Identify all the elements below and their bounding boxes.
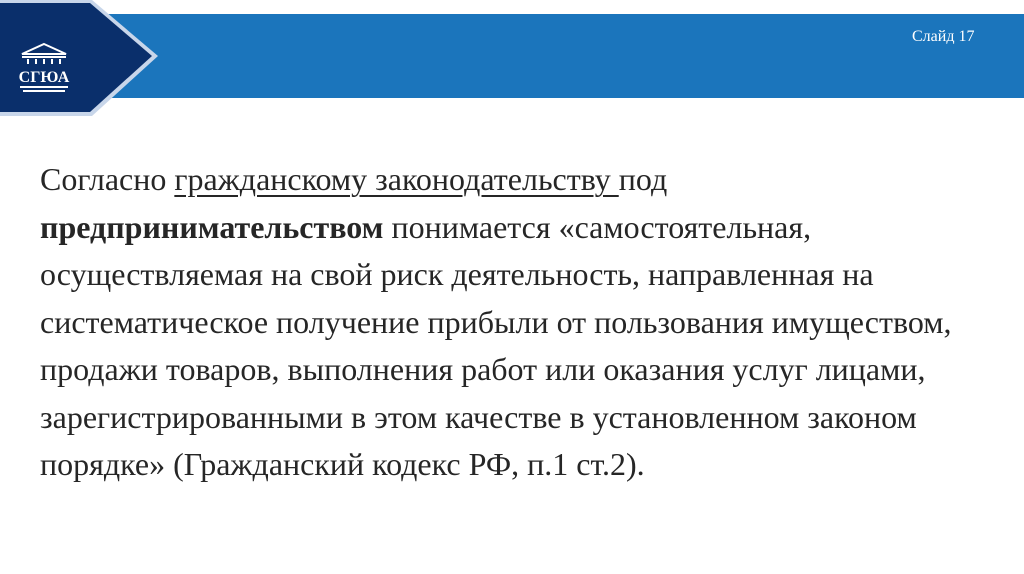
slide-number: Слайд 17	[912, 28, 975, 45]
university-emblem-icon	[14, 40, 74, 96]
header-band	[0, 0, 1024, 116]
logo-text: СГЮА	[18, 69, 70, 86]
paragraph-intro: Согласно	[40, 161, 175, 197]
entrepreneurship-term: предпринимательством	[40, 208, 384, 245]
paragraph-connector: под	[618, 161, 668, 197]
civil-legislation-term: гражданскому законодательству	[174, 161, 619, 197]
main-paragraph	[40, 156, 1000, 489]
paragraph-definition: понимается «самостоятельная, осуществляемая на свой риск деятельность, направленная на систематическое получение прибыли от пользования имуществом, продажи товаров, выполнения работ или оказания услуг лицами, зарегистрированными в этом качестве в установленном законом порядке» (Гражданский кодекс РФ, п.1 ст.2).	[40, 208, 952, 482]
